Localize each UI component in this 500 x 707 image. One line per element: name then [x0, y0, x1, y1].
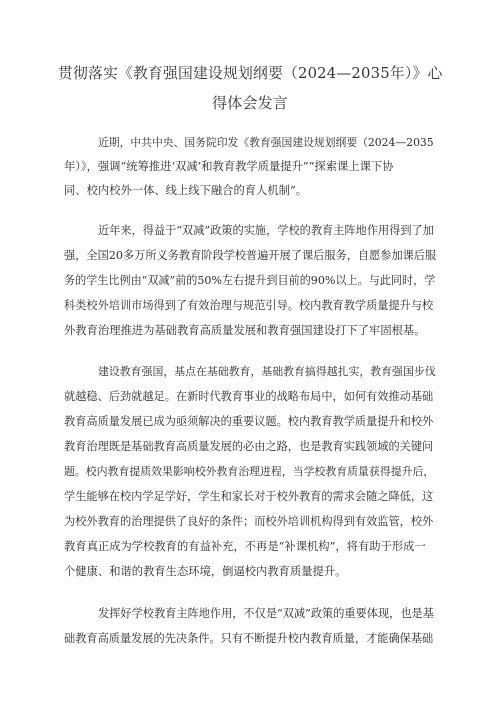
- paragraph-2-line-2: 强，全国20多万所义务教育阶段学校普遍开展了课后服务，自愿参加课后服: [64, 249, 437, 262]
- paragraph-3-line-9: 个健康、和谐的教育生态环境，倒逼校内教育质量提升。: [64, 565, 347, 578]
- paragraph-3-line-3: 教育高质量发展已成为亟须解决的重要议题。校内教育教学质量提升和校外: [64, 415, 434, 428]
- paragraph-3-line-8: 教育真正成为学校教育的有益补充，不再是“补课机构”，将有助于形成一: [64, 540, 426, 553]
- paragraph-4-line-1: 发挥好学校教育主阵地作用，不仅是“双减”政策的重要体现，也是基: [98, 607, 434, 620]
- document-title-line-1: 贯彻落实《教育强国建设规划纲要（2024—2035年）》心: [58, 65, 443, 82]
- paragraph-4-line-2: 础教育高质量发展的先决条件。只有不断提升校内教育质量，才能确保基础: [64, 632, 434, 645]
- paragraph-2-line-3: 务的学生比例由“双减”前的50%左右提升到目前的90%以上。与此同时，学: [64, 274, 436, 287]
- document-title-line-2: 得体会发言: [211, 94, 288, 112]
- paragraph-1-line-2: 年）》，强调“统筹推进‘双减’和教育教学质量提升”“探索课上课下协: [64, 160, 394, 173]
- paragraph-2-line-5: 外教育治理推进为基础教育高质量发展和教育强国建设打下了牢固根基。: [64, 324, 426, 337]
- paragraph-1-line-1: 近期，中共中央、国务院印发《教育强国建设规划纲要（2024—2035: [98, 136, 434, 149]
- paragraph-3-line-5: 题。校内教育提质效果影响校外教育治理进程，当学校教育质量获得提升后，: [64, 465, 435, 478]
- paragraph-3-line-7: 为校外教育的治理提供了良好的条件；而校外培训机构得到有效监管，校外: [64, 515, 434, 528]
- paragraph-3-line-2: 就越稳、后劲就越足。在新时代教育事业的战略布局中，如何有效推动基础: [64, 390, 434, 403]
- paragraph-1-line-3: 同、校内校外一体、线上线下融合的育人机制”。: [64, 184, 308, 197]
- paragraph-3-line-4: 教育治理既是基础教育高质量发展的必由之路，也是教育实践领域的关键问: [64, 440, 434, 453]
- paragraph-2-line-4: 科类校外培训市场得到了有效治理与规范引导。校内教育教学质量提升与校: [64, 299, 434, 312]
- paragraph-3-line-1: 建设教育强国，基点在基础教育，基础教育搞得越扎实，教育强国步伐: [98, 365, 436, 378]
- paragraph-3-line-6: 学生能够在校内学足学好，学生和家长对于校外教育的需求会随之降低，这: [64, 490, 434, 503]
- paragraph-2-line-1: 近年来，得益于“双减”政策的实施，学校的教育主阵地作用得到了加: [98, 224, 434, 237]
